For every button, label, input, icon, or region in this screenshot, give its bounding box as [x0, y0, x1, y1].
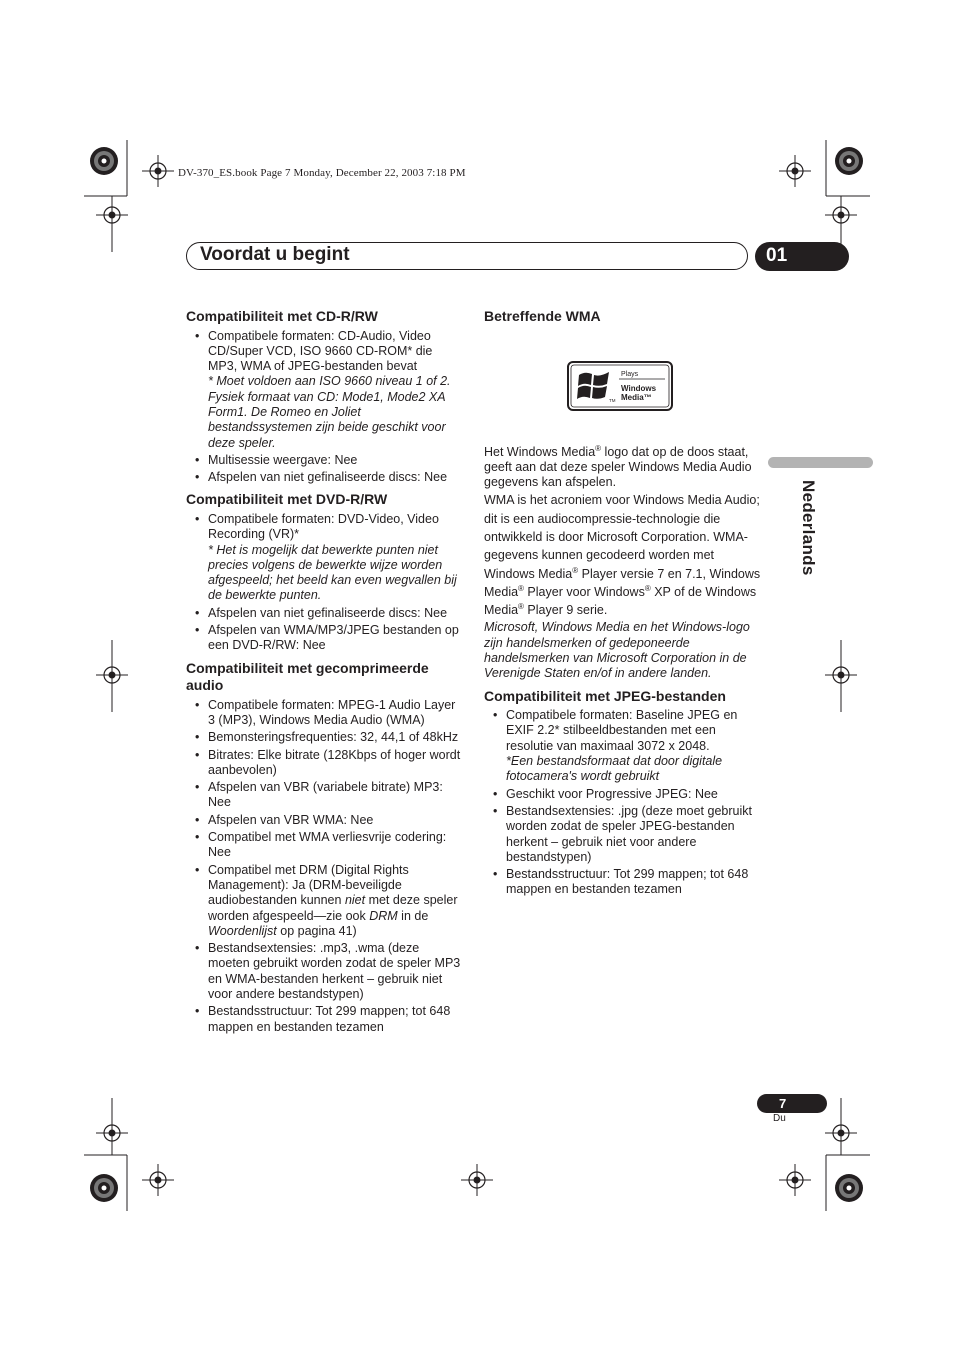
text-run: XP of de Windows Media: [484, 584, 757, 618]
list-item-text: Compatibele formaten: DVD-Video, Video Recording (VR)*: [208, 511, 439, 542]
list-item-text: Compatibele formaten: CD-Audio, Video CD/Super VCD, ISO 9660 CD-ROM* die MP3, WMA of JPEG-bestanden bevat: [208, 328, 433, 374]
cdrw-heading: Compatibiliteit met CD-R/RW: [186, 308, 378, 324]
glossary-reference: Woordenlijst: [208, 923, 277, 938]
dvdrw-list: [186, 512, 464, 654]
text-run-italic: niet: [344, 893, 366, 908]
jpeg-heading: Compatibiliteit met JPEG-bestanden: [484, 687, 726, 704]
dvdrw-heading: Compatibiliteit met DVD-R/RW: [186, 491, 388, 508]
audio-heading: Compatibiliteit met gecomprimeerde audio: [186, 659, 429, 694]
wma-paragraph-1: [484, 445, 762, 491]
registered-mark: ®: [572, 565, 579, 575]
list-item: • Afspelen van niet gefinaliseerde discs: Nee: [186, 606, 464, 621]
language-tab: [768, 457, 873, 468]
text-run-italic: DRM: [369, 908, 398, 923]
list-item-text: Compatibele formaten: Baseline JPEG en EXIF 2.2* stilbeeldbestanden met een resolutie van maximaal 3072 x 2048.: [506, 708, 738, 753]
cdrw-list: [186, 329, 464, 486]
language-label: Nederlands: [799, 480, 818, 576]
text-run: Het Windows Media: [484, 444, 596, 459]
list-item: • Afspelen van niet gefinaliseerde discs: Nee: [186, 470, 464, 485]
logo-windows: Windows: [621, 384, 657, 393]
text-run: WMA is het acroniem voor Windows Media Audio; dit is een audiocompressie-technologie die ontwikkeld is door Microsoft Corporation. WMA-gegevens kunnen gecodeerd worden met Windows Media: [484, 493, 760, 581]
registered-mark: ®: [644, 583, 651, 593]
left-column: [186, 308, 464, 1041]
list-item: • Bestandsstructuur: Tot 299 mappen; tot 648 mappen en bestanden tezamen: [484, 867, 762, 898]
list-item: • Compatibel met WMA verliesvrije codering: Nee: [186, 830, 464, 861]
windows-media-logo: [567, 361, 673, 411]
logo-media: Media™: [621, 393, 652, 402]
registered-mark: ®: [595, 443, 602, 453]
text-run: Player 9 serie.: [523, 603, 608, 618]
list-item: • Multisessie weergave: Nee: [186, 453, 464, 468]
list-item: • Bestandsstructuur: Tot 299 mappen; tot 648 mappen en bestanden tezamen: [186, 1004, 464, 1035]
list-item: • Afspelen van VBR WMA: Nee: [186, 813, 464, 828]
text-run: met deze speler worden afgespeeld—zie ook: [208, 893, 458, 923]
chapter-number: 01: [766, 245, 788, 266]
text-run: Compatibel met DRM (Digital Rights Management): Ja (DRM-beveiligde audiobestanden kunnen: [208, 862, 409, 908]
list-item: [186, 863, 464, 939]
list-item: • Bemonsteringsfrequenties: 32, 44,1 of 48kHz: [186, 730, 464, 745]
list-item-note: * Het is mogelijk dat bewerkte punten niet precies volgens de bewerkte wijze worden afgespeeld; het beeld kan even wegvallen bij de bewerkte punten.: [208, 542, 457, 603]
wma-heading: Betreffende WMA: [484, 308, 601, 324]
list-item: • Afspelen van WMA/MP3/JPEG bestanden op een DVD-R/RW: Nee: [186, 623, 464, 654]
list-item: • Afspelen van VBR (variabele bitrate) MP3: Nee: [186, 780, 464, 811]
book-header: DV-370_ES.book Page 7 Monday, December 22, 2003 7:18 PM: [178, 167, 466, 179]
text-run: op pagina 41): [276, 923, 357, 938]
list-item: [186, 329, 464, 451]
audio-list: [186, 698, 464, 1035]
logo-plays: Plays: [621, 371, 639, 378]
page-number-badge: [757, 1094, 827, 1113]
text-run: in de: [397, 908, 429, 923]
list-item: • Geschikt voor Progressive JPEG: Nee: [484, 787, 762, 802]
list-item: • Bitrates: Elke bitrate (128Kbps of hoger wordt aanbevolen): [186, 748, 464, 779]
text-run: Player voor Windows: [523, 584, 645, 599]
list-item: • Bestandsextensies: .mp3, .wma (deze moeten gebruikt worden zodat de speler MP3 en WMA-bestanden herkent – gebruik niet voor andere bestandstypen): [186, 941, 464, 1002]
registered-mark: ®: [518, 602, 524, 612]
list-item: • Bestandsextensies: .jpg (deze moet gebruikt worden zodat de speler JPEG-bestanden herkent – gebruik niet voor andere bestandstypen): [484, 804, 762, 865]
list-item: [186, 512, 464, 604]
text-run: Player versie 7 en 7.1, Windows Media: [484, 566, 761, 599]
registered-mark: ®: [518, 583, 524, 593]
wma-paragraph-2: [484, 491, 762, 619]
jpeg-list: [484, 708, 762, 898]
page-language-code: Du: [773, 1113, 786, 1124]
list-item: [484, 708, 762, 784]
page-title: Voordat u begint: [200, 244, 350, 265]
page-number: 7: [779, 1096, 787, 1111]
trademark-notice: Microsoft, Windows Media en het Windows-logo zijn handelsmerken of gedeponeerde handelsmerken van Microsoft Corporation in de Verenigde Staten en/of in andere landen.: [484, 620, 750, 681]
logo-tm: TM: [609, 398, 616, 403]
list-item-note: * Moet voldoen aan ISO 9660 niveau 1 of 2. Fysiek formaat van CD: Mode1, Mode2 XA Form1. De Romeo en Joliet bestandssystemen zijn beide geschikt voor deze speler.: [208, 374, 451, 450]
list-item: • Compatibele formaten: MPEG-1 Audio Layer 3 (MP3), Windows Media Audio (WMA): [186, 698, 464, 729]
list-item-note: *Een bestandsformaat dat door digitale fotocamera's wordt gebruikt: [506, 754, 723, 784]
text-run: logo dat op de doos staat, geeft aan dat deze speler Windows Media Audio gegevens kan afspelen.: [484, 444, 752, 490]
